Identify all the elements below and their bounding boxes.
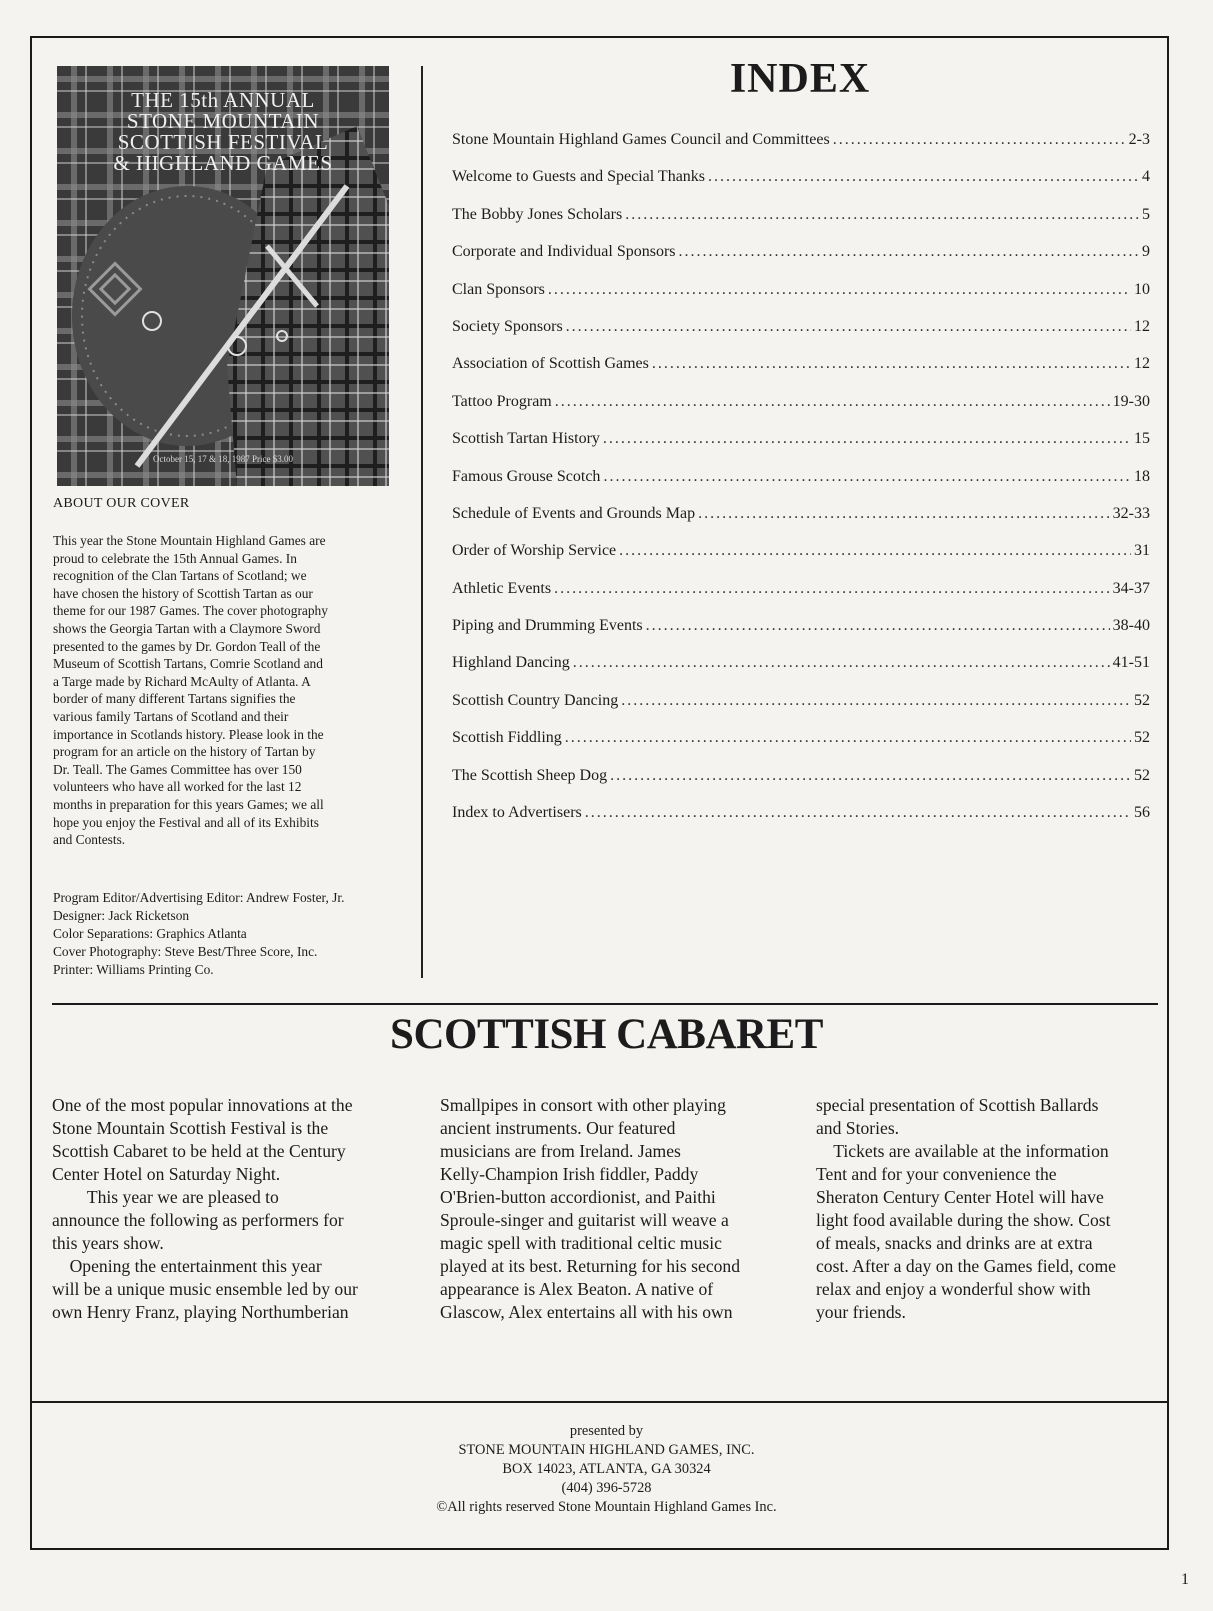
index-entry-title: Corporate and Individual Sponsors [452, 243, 676, 261]
index-entry-page: 31 [1134, 542, 1150, 560]
index-entry-page: 9 [1142, 243, 1150, 261]
cabaret-title: SCOTTISH CABARET [390, 1011, 823, 1058]
index-entry-title: The Scottish Sheep Dog [452, 766, 608, 784]
index-entry-title: Index to Advertisers [452, 804, 582, 822]
cabaret-line: ancient instruments. Our featured [440, 1118, 676, 1138]
index-entry [452, 131, 1150, 168]
about-line: various family Tartans of Scotland and their [53, 708, 289, 724]
index-entry-page: 56 [1134, 804, 1150, 822]
cabaret-line: relax and enjoy a wonderful show with [816, 1279, 1091, 1299]
cabaret-column-2 [440, 1094, 740, 1324]
index-entry-page: 38-40 [1112, 617, 1150, 635]
index-entry-page: 12 [1134, 317, 1150, 335]
index-entry [452, 654, 1150, 691]
dot-leader [603, 468, 1131, 486]
dot-leader [573, 654, 1110, 672]
about-line: Dr. Teall. The Games Committee has over 150 [53, 761, 302, 777]
dot-leader [698, 505, 1110, 523]
dot-leader [625, 206, 1139, 224]
cabaret-line: your friends. [816, 1302, 906, 1322]
index-entry-page: 2-3 [1128, 131, 1150, 148]
column-divider [421, 66, 423, 978]
page-number: 1 [1181, 1571, 1189, 1588]
footer-line: ©All rights reserved Stone Mountain Highland Games Inc. [436, 1499, 777, 1515]
index-entry-page: 10 [1134, 280, 1150, 298]
index-entry-page: 19-30 [1112, 392, 1150, 410]
index-entry [452, 468, 1150, 505]
cabaret-line: will be a unique music ensemble led by our [52, 1279, 358, 1299]
dot-leader [679, 243, 1139, 261]
index-entry [452, 505, 1150, 542]
about-line: a Targe made by Richard McAulty of Atlanta. A [53, 673, 311, 689]
dot-leader [652, 355, 1131, 373]
cabaret-line: Stone Mountain Scottish Festival is the [52, 1118, 329, 1138]
index-entry-title: Famous Grouse Scotch [452, 467, 601, 485]
index-entry [452, 355, 1150, 392]
index-entry-title: Tattoo Program [452, 392, 552, 410]
cabaret-line: Center Hotel on Saturday Night. [52, 1164, 281, 1184]
cabaret-line: O'Brien-button accordionist, and Paithi [440, 1187, 716, 1207]
index-entry [452, 804, 1150, 841]
about-line: border of many different Tartans signifies the [53, 691, 296, 707]
footer-divider [30, 1401, 1169, 1403]
about-line: theme for our 1987 Games. The cover photography [53, 603, 328, 619]
index-entry [452, 729, 1150, 766]
footer-line: presented by [569, 1423, 644, 1439]
index-entry [452, 243, 1150, 280]
index-title: INDEX [729, 56, 871, 102]
about-line: hope you enjoy the Festival and all of its Exhibits [53, 814, 319, 830]
index-entry-page: 18 [1134, 467, 1150, 485]
index-entry-page: 4 [1142, 168, 1150, 186]
credit-line: Printer: Williams Printing Co. [53, 962, 214, 977]
dot-leader [554, 580, 1110, 598]
about-line: presented to the games by Dr. Gordon Teall of the [53, 638, 321, 654]
index-entry-title: Highland Dancing [452, 654, 570, 672]
credit-line: Program Editor/Advertising Editor: Andrew Foster, Jr. [53, 890, 345, 905]
cabaret-column-1 [52, 1094, 358, 1324]
cover-title [57, 90, 389, 174]
index-list [452, 131, 1150, 841]
cabaret-line: Scottish Cabaret to be held at the Century [52, 1141, 346, 1161]
index-entry [452, 206, 1150, 243]
index-entry-title: Schedule of Events and Grounds Map [452, 504, 696, 522]
index-entry-title: Scottish Tartan History [452, 430, 600, 448]
index-entry [452, 281, 1150, 318]
about-line: This year the Stone Mountain Highland Games are [53, 533, 326, 548]
index-entry [452, 318, 1150, 355]
about-line: importance in Scotlands history. Please look in the [53, 726, 324, 742]
dot-leader [708, 168, 1139, 186]
dot-leader [833, 131, 1126, 149]
cabaret-line: One of the most popular innovations at the [52, 1095, 353, 1115]
index-entry-title: Order of Worship Service [452, 542, 617, 560]
about-line: shows the Georgia Tartan with a Claymore Sword [53, 620, 321, 636]
index-entry [452, 617, 1150, 654]
index-entry-page: 52 [1134, 766, 1150, 784]
about-line: Museum of Scottish Tartans, Comrie Scotland and [53, 656, 323, 672]
cabaret-line: special presentation of Scottish Ballards [816, 1095, 1099, 1115]
cabaret-line: magic spell with traditional celtic music [440, 1233, 722, 1253]
index-entry-title: Clan Sponsors [452, 280, 545, 298]
credit-line: Color Separations: Graphics Atlanta [53, 926, 247, 941]
cabaret-line: this years show. [52, 1233, 164, 1253]
cabaret-line: Smallpipes in consort with other playing [440, 1095, 726, 1115]
index-entry [452, 430, 1150, 467]
index-entry-title: Society Sponsors [452, 317, 563, 335]
about-line: recognition of the Clan Tartans of Scotland; we [53, 568, 307, 584]
section-divider [52, 1003, 1158, 1005]
dot-leader [555, 393, 1110, 411]
cabaret-line: Glascow, Alex entertains all with his own [440, 1302, 733, 1322]
index-entry-title: Association of Scottish Games [452, 355, 649, 373]
about-line: months in preparation for this years Games; we all [53, 796, 324, 812]
footer-line: STONE MOUNTAIN HIGHLAND GAMES, INC. [458, 1442, 755, 1458]
cabaret-line: This year we are pleased to [52, 1187, 279, 1207]
index-entry [452, 168, 1150, 205]
cover-title-line: SCOTTISH FESTIVAL [117, 130, 329, 154]
publisher-footer [0, 1422, 1213, 1517]
cabaret-line: announce the following as performers for [52, 1210, 344, 1230]
index-entry [452, 393, 1150, 430]
index-entry-title: Scottish Country Dancing [452, 691, 619, 709]
cabaret-line: Sheraton Century Center Hotel will have [816, 1187, 1104, 1207]
credit-line: Designer: Jack Ricketson [53, 908, 190, 923]
cabaret-line: light food available during the show. Cost [816, 1210, 1111, 1230]
cabaret-line: and Stories. [816, 1118, 900, 1138]
about-cover-text [53, 532, 393, 849]
dot-leader [566, 318, 1131, 336]
cabaret-line: Opening the entertainment this year [52, 1256, 322, 1276]
about-cover-heading: ABOUT OUR COVER [53, 496, 190, 511]
dot-leader [585, 804, 1131, 822]
index-entry [452, 767, 1150, 804]
about-line: and Contests. [53, 832, 126, 848]
index-entry-page: 12 [1134, 355, 1150, 373]
cover-title-line: & HIGHLAND GAMES [113, 151, 333, 175]
cabaret-line: Kelly-Champion Irish fiddler, Paddy [440, 1164, 699, 1184]
about-line: proud to celebrate the 15th Annual Games. In [53, 550, 297, 566]
index-entry-page: 52 [1134, 729, 1150, 747]
index-entry-page: 41-51 [1112, 654, 1150, 672]
dot-leader [603, 430, 1131, 448]
footer-line: BOX 14023, ATLANTA, GA 30324 [502, 1461, 711, 1477]
cabaret-line: own Henry Franz, playing Northumberian [52, 1302, 349, 1322]
index-entry-title: Piping and Drumming Events [452, 617, 643, 635]
cabaret-column-3 [816, 1094, 1116, 1324]
cabaret-line: Sproule-singer and guitarist will weave a [440, 1210, 729, 1230]
footer-line: (404) 396-5728 [561, 1480, 652, 1496]
index-entry-page: 32-33 [1112, 504, 1150, 522]
index-entry-title: Athletic Events [452, 579, 552, 597]
program-credits [53, 889, 393, 979]
dot-leader [621, 692, 1131, 710]
cover-image [57, 66, 389, 486]
index-entry-page: 15 [1134, 430, 1150, 448]
index-entry [452, 692, 1150, 729]
index-entry-title: Welcome to Guests and Special Thanks [452, 168, 706, 186]
index-entry-title: Stone Mountain Highland Games Council and Committees [452, 131, 830, 148]
cabaret-line: appearance is Alex Beaton. A native of [440, 1279, 714, 1299]
cabaret-line: Tent and for your convenience the [816, 1164, 1057, 1184]
dot-leader [646, 617, 1110, 635]
dot-leader [548, 281, 1131, 299]
index-entry [452, 542, 1150, 579]
index-entry [452, 580, 1150, 617]
cabaret-line: musicians are from Ireland. James [440, 1141, 681, 1161]
cabaret-line: Tickets are available at the information [816, 1141, 1109, 1161]
about-line: have chosen the history of Scottish Tartan as our [53, 585, 313, 601]
cover-title-line: THE 15th ANNUAL [131, 88, 315, 112]
index-entry-page: 34-37 [1112, 579, 1150, 597]
credit-line: Cover Photography: Steve Best/Three Score, Inc. [53, 944, 318, 959]
dot-leader [619, 542, 1131, 560]
cover-title-line: STONE MOUNTAIN [126, 109, 320, 133]
dot-leader [610, 767, 1131, 785]
index-entry-page: 5 [1142, 205, 1150, 223]
about-line: volunteers who have all worked for the last 12 [53, 779, 302, 795]
cabaret-line: played at its best. Returning for his second [440, 1256, 741, 1276]
index-entry-title: Scottish Fiddling [452, 729, 562, 747]
dot-leader [565, 729, 1131, 747]
about-line: program for an article on the history of Tartan by [53, 744, 316, 760]
cabaret-line: cost. After a day on the Games field, come [816, 1256, 1116, 1276]
cover-date-price: October 15, 17 & 18, 1987 Price $3.00 [153, 454, 293, 464]
index-entry-page: 52 [1134, 691, 1150, 709]
index-entry-title: The Bobby Jones Scholars [452, 205, 623, 223]
cabaret-line: of meals, snacks and drinks are at extra [816, 1233, 1093, 1253]
